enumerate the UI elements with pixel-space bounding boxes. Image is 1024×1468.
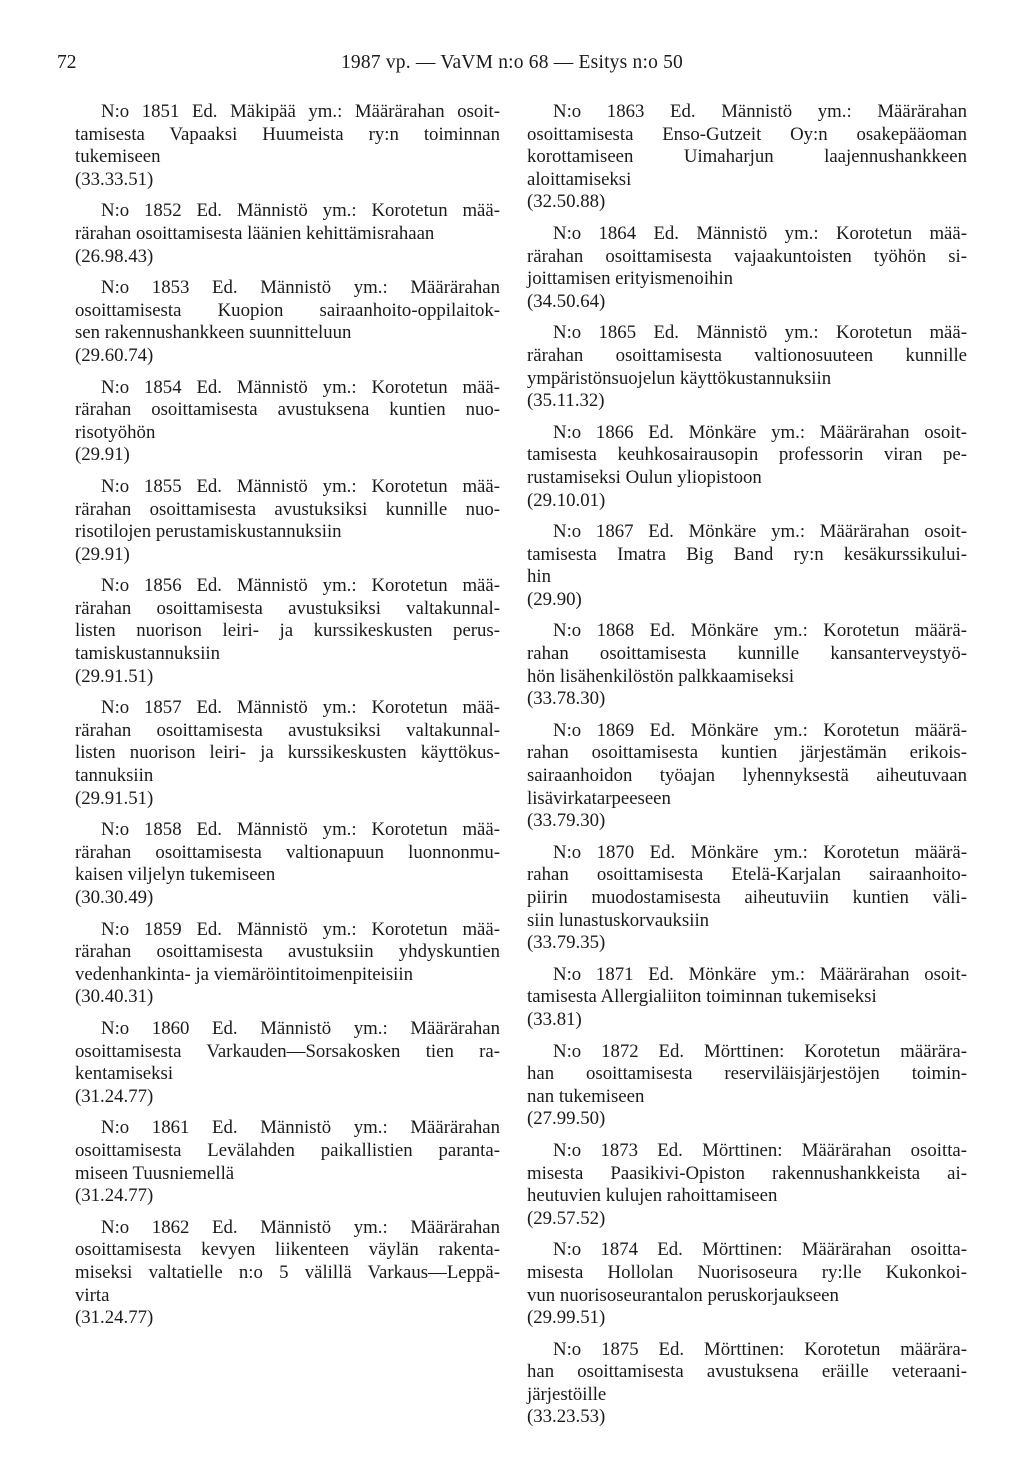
- motion-text-line: N:o 1868 Ed. Mönkäre ym.: Korotetun määrä-: [553, 620, 967, 642]
- motion-entry: [75, 476, 500, 566]
- motion-text: [527, 1140, 967, 1208]
- motion-text: [75, 277, 500, 345]
- motion-text-line: N:o 1859 Ed. Männistö ym.: Korotetun mää-: [101, 918, 500, 940]
- motion-text-line: osoittamisesta Varkauden—Sorsakosken tien ra-: [75, 1040, 500, 1062]
- motion-text-line: lisävirkatarpeeseen: [527, 787, 671, 809]
- motion-text: [75, 1018, 500, 1086]
- motion-text-line: ympäristönsuojelun käyttökustannuksiin: [527, 367, 832, 389]
- motion-text: [75, 1217, 500, 1307]
- budget-code: (29.57.52): [527, 1207, 606, 1229]
- motion-entry: [527, 1140, 967, 1230]
- motion-text-line: N:o 1855 Ed. Männistö ym.: Korotetun mää-: [101, 475, 500, 497]
- motion-text-line: N:o 1854 Ed. Männistö ym.: Korotetun mää-: [101, 376, 500, 398]
- budget-code: (29.91): [75, 444, 130, 466]
- motion-text-line: kaisen viljelyn tukemiseen: [75, 864, 276, 886]
- motion-text: [75, 919, 500, 987]
- motion-text-line: rärahan osoittamisesta valtionapuun luonnonmu-: [75, 841, 500, 863]
- motion-text-line: järjestöille: [527, 1383, 607, 1405]
- motion-text-line: N:o 1870 Ed. Mönkäre ym.: Korotetun määrä-: [553, 841, 967, 863]
- motion-text: [75, 819, 500, 887]
- motion-text-line: hin: [527, 566, 551, 588]
- motion-text-line: risotyöhön: [75, 421, 156, 443]
- motion-entry: [527, 964, 967, 1032]
- motion-entry: [75, 575, 500, 688]
- motion-entry: [527, 842, 967, 955]
- motion-text-line: misesta Hollolan Nuorisoseura ry:lle Kukonkoi-: [527, 1261, 967, 1283]
- budget-code: (29.60.74): [75, 344, 154, 366]
- motion-text-line: han osoittamisesta reserviläisjärjestöjen toimin-: [527, 1063, 967, 1085]
- motion-text-line: miseen Tuusniemellä: [75, 1162, 235, 1184]
- motion-text-line: N:o 1875 Ed. Mörttinen: Korotetun määrära-: [553, 1338, 967, 1360]
- motion-entry: [527, 1339, 967, 1429]
- motion-text: [527, 521, 967, 589]
- motion-text-line: N:o 1867 Ed. Mönkäre ym.: Määrärahan osoit-: [553, 521, 967, 543]
- motion-entry: [527, 1239, 967, 1329]
- motion-entry: [527, 322, 967, 412]
- motion-text-line: listen nuorison leiri- ja kurssikeskusten perus-: [75, 620, 500, 642]
- motion-text-line: nan tukemiseen: [527, 1085, 645, 1107]
- motion-text-line: misesta Paasikivi-Opiston rakennushankkeista ai-: [527, 1162, 967, 1184]
- motion-text: [527, 964, 967, 1009]
- budget-code: (27.99.50): [527, 1108, 606, 1130]
- motion-entry: [75, 819, 500, 909]
- motion-text-line: rärahan osoittamisesta avustuksiin yhdyskuntien: [75, 941, 500, 963]
- motion-entry: [527, 422, 967, 512]
- motion-text-line: osoittamisesta Levälahden paikallistien paranta-: [75, 1139, 500, 1161]
- motion-entry: [527, 620, 967, 710]
- motion-entry: [75, 1217, 500, 1330]
- motion-text: [75, 575, 500, 665]
- budget-code: (33.79.35): [527, 932, 606, 954]
- motion-text-line: N:o 1853 Ed. Männistö ym.: Määrärahan: [101, 277, 500, 299]
- motion-text-line: rärahan osoittamisesta valtionosuuteen kunnille: [527, 344, 967, 366]
- motion-text: [527, 322, 967, 390]
- motion-text: [527, 720, 967, 810]
- budget-code: (33.78.30): [527, 688, 606, 710]
- motion-entry: [75, 277, 500, 367]
- motion-entry: [527, 101, 967, 214]
- motion-text-line: vun nuorisoseurantalon peruskorjaukseen: [527, 1284, 839, 1306]
- motion-text: [527, 422, 967, 490]
- right-column: [527, 101, 967, 1438]
- motion-text-line: rahan osoittamisesta kuntien järjestämän erikois-: [527, 742, 967, 764]
- motion-entry: [527, 223, 967, 313]
- motion-text: [75, 1117, 500, 1185]
- motion-text-line: kentamiseksi: [75, 1063, 174, 1085]
- budget-code: (29.91): [75, 543, 130, 565]
- motion-text-line: siin lunastuskorvauksiin: [527, 909, 710, 931]
- motion-text: [527, 1339, 967, 1407]
- motion-text-line: heutuvien kulujen rahoittamiseen: [527, 1185, 778, 1207]
- motion-text-line: osoittamisesta Enso-Gutzeit Oy:n osakepääoman: [527, 123, 967, 145]
- motion-entry: [75, 1117, 500, 1207]
- motion-entry: [527, 521, 967, 611]
- budget-code: (29.99.51): [527, 1307, 606, 1329]
- motion-text-line: N:o 1864 Ed. Männistö ym.: Korotetun mää-: [553, 222, 967, 244]
- left-column: [75, 101, 500, 1339]
- motion-text-line: virta: [75, 1284, 110, 1306]
- motion-text: [75, 476, 500, 544]
- motion-text-line: rärahan osoittamisesta avustuksena kuntien nuo-: [75, 399, 500, 421]
- motion-text-line: aloittamiseksi: [527, 168, 632, 190]
- motion-text-line: osoittamisesta Kuopion sairaanhoito-oppilaitok-: [75, 299, 500, 321]
- motion-entry: [75, 1018, 500, 1108]
- motion-text: [75, 377, 500, 445]
- motion-text-line: N:o 1857 Ed. Männistö ym.: Korotetun mää-: [101, 697, 500, 719]
- budget-code: (29.10.01): [527, 489, 606, 511]
- motion-entry: [527, 720, 967, 833]
- budget-code: (32.50.88): [527, 191, 606, 213]
- motion-text-line: han osoittamisesta avustuksena eräille veteraani-: [527, 1361, 967, 1383]
- budget-code: (33.33.51): [75, 168, 154, 190]
- motion-text-line: rärahan osoittamisesta läänien kehittämisrahaan: [75, 222, 435, 244]
- budget-code: (33.81): [527, 1008, 582, 1030]
- motion-entry: [75, 697, 500, 810]
- motion-text-line: tukemiseen: [75, 146, 161, 168]
- page-header: [0, 52, 1024, 82]
- budget-code: (29.91.51): [75, 665, 154, 687]
- motion-text-line: rärahan osoittamisesta avustuksiksi valtakunnal-: [75, 719, 500, 741]
- running-title: 1987 vp. — VaVM n:o 68 — Esitys n:o 50: [340, 52, 683, 73]
- motion-text: [527, 842, 967, 932]
- motion-text-line: rahan osoittamisesta kunnille kansanterveystyö-: [527, 643, 967, 665]
- budget-code: (31.24.77): [75, 1085, 154, 1107]
- motion-text-line: tamisesta Imatra Big Band ry:n kesäkurssikului-: [527, 543, 967, 565]
- page-number: 72: [57, 52, 77, 73]
- budget-code: (29.90): [527, 588, 582, 610]
- motion-text-line: rärahan osoittamisesta vajaakuntoisten työhön si-: [527, 245, 967, 267]
- motion-text: [527, 620, 967, 688]
- motion-text-line: joittamisen erityismenoihin: [527, 268, 734, 290]
- budget-code: (33.79.30): [527, 810, 606, 832]
- motion-text: [75, 697, 500, 787]
- motion-text: [527, 223, 967, 291]
- budget-code: (30.40.31): [75, 986, 154, 1008]
- motion-text: [527, 101, 967, 191]
- motion-text-line: tamisesta keuhkosairausopin professorin viran pe-: [527, 444, 967, 466]
- motion-text-line: N:o 1856 Ed. Männistö ym.: Korotetun mää-: [101, 575, 500, 597]
- motion-text-line: tamisesta Vapaaksi Huumeista ry:n toiminnan: [75, 123, 500, 145]
- motion-text: [75, 200, 500, 245]
- motion-text-line: vedenhankinta- ja viemäröintitoimenpiteisiin: [75, 963, 413, 985]
- budget-code: (26.98.43): [75, 245, 154, 267]
- motion-entry: [75, 101, 500, 191]
- motion-text-line: sairaanhoidon työajan lyhennyksestä aiheutuvaan: [527, 765, 967, 787]
- motion-text-line: N:o 1874 Ed. Mörttinen: Määrärahan osoitta-: [553, 1239, 967, 1261]
- motion-text-line: N:o 1873 Ed. Mörttinen: Määrärahan osoitta-: [553, 1139, 967, 1161]
- budget-code: (34.50.64): [527, 290, 606, 312]
- budget-code: (33.23.53): [527, 1406, 606, 1428]
- motion-text-line: sen rakennushankkeen suunnitteluun: [75, 322, 352, 344]
- motion-text-line: tannuksiin: [75, 765, 154, 787]
- motion-text-line: rahan osoittamisesta Etelä-Karjalan sairaanhoito-: [527, 864, 967, 886]
- motion-entry: [75, 377, 500, 467]
- motion-entry: [75, 200, 500, 268]
- motion-text-line: listen nuorison leiri- ja kurssikeskusten käyttökus-: [75, 742, 500, 764]
- motion-text-line: tamiskustannuksiin: [75, 643, 221, 665]
- motion-text: [75, 101, 500, 169]
- motion-text-line: osoittamisesta kevyen liikenteen väylän rakenta-: [75, 1239, 500, 1261]
- motion-text-line: N:o 1872 Ed. Mörttinen: Korotetun määrära-: [553, 1040, 967, 1062]
- motion-text-line: N:o 1861 Ed. Männistö ym.: Määrärahan: [101, 1117, 500, 1139]
- motion-text-line: tamisesta Allergialiiton toiminnan tukemiseksi: [527, 986, 877, 1008]
- budget-code: (31.24.77): [75, 1307, 154, 1329]
- motion-text-line: miseksi valtatielle n:o 5 välillä Varkaus—Leppä-: [75, 1261, 500, 1283]
- motion-text-line: hön lisähenkilöstön palkkaamiseksi: [527, 665, 795, 687]
- motion-text-line: N:o 1860 Ed. Männistö ym.: Määrärahan: [101, 1017, 500, 1039]
- motion-text-line: N:o 1871 Ed. Mönkäre ym.: Määrärahan osoit-: [553, 963, 967, 985]
- motion-text-line: N:o 1851 Ed. Mäkipää ym.: Määrärahan osoit-: [101, 101, 500, 122]
- motion-text: [527, 1041, 967, 1109]
- motion-text-line: risotilojen perustamiskustannuksiin: [75, 521, 342, 543]
- motion-text-line: rärahan osoittamisesta avustuksiksi kunnille nuo-: [75, 498, 500, 520]
- motion-text-line: N:o 1869 Ed. Mönkäre ym.: Korotetun määrä-: [553, 719, 967, 741]
- budget-code: (29.91.51): [75, 787, 154, 809]
- motion-text-line: N:o 1852 Ed. Männistö ym.: Korotetun mää-: [101, 200, 500, 222]
- motion-entry: [527, 1041, 967, 1131]
- motion-text-line: N:o 1858 Ed. Männistö ym.: Korotetun mää-: [101, 819, 500, 841]
- motion-text-line: rustamiseksi Oulun yliopistoon: [527, 466, 762, 488]
- motion-entry: [75, 919, 500, 1009]
- motion-text-line: N:o 1862 Ed. Männistö ym.: Määrärahan: [101, 1216, 500, 1238]
- motion-text-line: korottamiseen Uimaharjun laajennushankkeen: [527, 146, 967, 168]
- motion-text-line: N:o 1866 Ed. Mönkäre ym.: Määrärahan osoit-: [553, 421, 967, 443]
- motion-text-line: piirin muodostamisesta aiheutuviin kuntien väli-: [527, 887, 967, 908]
- motion-text-line: N:o 1863 Ed. Männistö ym.: Määrärahan: [553, 101, 967, 122]
- budget-code: (35.11.32): [527, 390, 605, 412]
- budget-code: (31.24.77): [75, 1185, 154, 1207]
- motion-text: [527, 1239, 967, 1307]
- motion-text-line: N:o 1865 Ed. Männistö ym.: Korotetun mää-: [553, 322, 967, 344]
- budget-code: (30.30.49): [75, 887, 154, 908]
- motion-text-line: rärahan osoittamisesta avustuksiksi valtakunnal-: [75, 597, 500, 619]
